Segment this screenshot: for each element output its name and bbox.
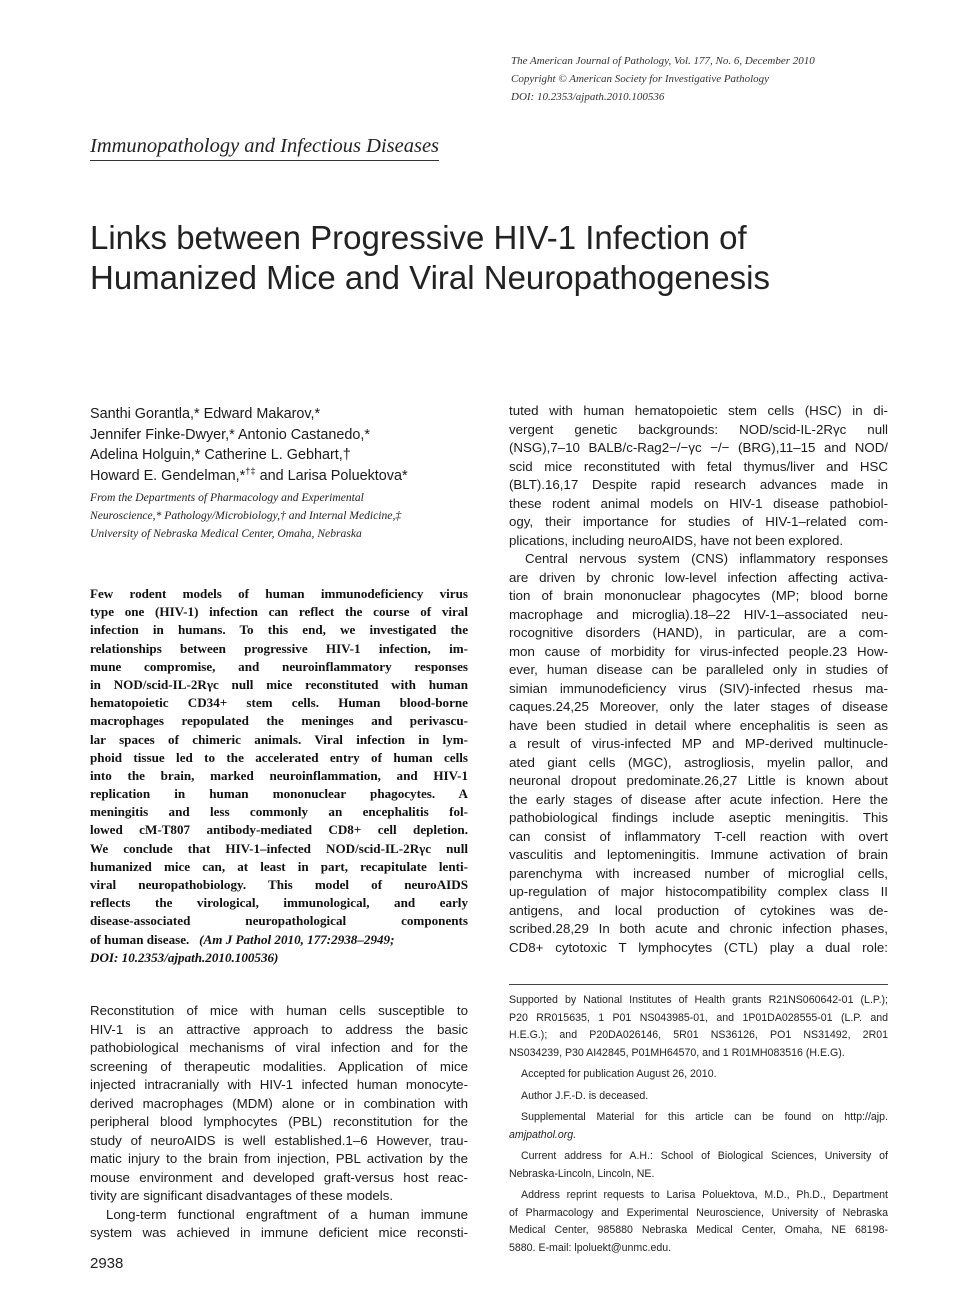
- body-line: plications, including neuroAIDS, have not been explored.: [509, 532, 844, 548]
- abstract-citation: (Am J Pathol 2010, 177:2938–2949;: [199, 931, 395, 947]
- body-line: mon cause of morbidity for virus-infected people.23 How-: [509, 643, 888, 659]
- footnote-support-line: P20 RR015635, 1 P01 NS043985-01, and 1P01DA028555-01 (L.P. and: [509, 1011, 888, 1024]
- footnote-supplemental-url[interactable]: amjpathol.org.: [509, 1128, 577, 1141]
- abstract-line: reflects the virological, immunological, and early: [90, 895, 468, 911]
- abstract-line: lowed cM-T807 antibody-mediated CD8+ cell depletion.: [90, 822, 468, 838]
- abstract-line: [90, 931, 468, 949]
- body-line: have been studied in detail where encephalitis is seen as: [509, 717, 888, 733]
- abstract-line: Few rodent models of human immunodeficiency virus: [90, 586, 468, 601]
- abstract-line: infection in humans. To this end, we investigated the: [90, 622, 468, 638]
- body-line: tuted with human hematopoietic stem cells (HSC) in di-: [509, 403, 888, 418]
- footnotes: [509, 992, 888, 1257]
- body-line: pathobiological mechanisms of viral infection and for the: [90, 1040, 468, 1055]
- body-line: parenchyma with increased number of microglial cells,: [509, 865, 888, 881]
- author-line: Adelina Holguin,* Catherine L. Gebhart,†: [90, 447, 351, 463]
- body-line: study of neuroAIDS is well established.1–6 However, trau-: [90, 1132, 468, 1148]
- footnote-reprint: Medical Center, 985880 Nebraska Medical Center, Omaha, NE 68198-: [509, 1224, 888, 1236]
- article-title-line: Humanized Mice and Viral Neuropathogenesis: [90, 259, 770, 296]
- body-line: these rodent animal models on HIV-1 disease pathobiol-: [509, 495, 888, 511]
- body-line: Reconstitution of mice with human cells susceptible to: [90, 1003, 468, 1018]
- abstract-line: in NOD/scid-IL-2Rγc null mice reconstituted with human: [90, 676, 468, 692]
- page-number: 2938: [90, 1255, 124, 1272]
- body-line: macrophage and microglia).18–22 HIV-1–associated neu-: [509, 606, 888, 622]
- abstract-line: lar spaces of chimeric animals. Viral infection in lym-: [90, 731, 468, 747]
- footnote-reprint: of Pharmacology and Experimental Neuroscience, University of Nebraska: [509, 1206, 888, 1219]
- author-name: Howard E. Gendelman,*: [90, 467, 246, 484]
- body-line: derived macrophages (MDM) alone or in combination with: [90, 1095, 468, 1111]
- affiliation-line: From the Departments of Pharmacology and Experimental: [90, 491, 364, 504]
- abstract-line: type one (HIV-1) infection can reflect the course of viral: [90, 604, 468, 620]
- author-line: Santhi Gorantla,* Edward Makarov,*: [90, 406, 321, 422]
- body-line: scribed.28,29 In both acute and chronic infection phases,: [509, 921, 888, 936]
- body-line: the early stages of disease after acute infection. Here the: [509, 791, 888, 807]
- body-line: Long-term functional engraftment of a human immune: [106, 1206, 468, 1222]
- body-line: pathobiological findings include aseptic meningitis. This: [509, 810, 888, 825]
- affiliation-line: University of Nebraska Medical Center, Omaha, Nebraska: [90, 527, 362, 540]
- footnote-support-line: NS034239, P30 AI42845, P01MH64570, and 1 R01MH083516 (H.E.G).: [509, 1046, 845, 1059]
- abstract-line: relationships between progressive HIV-1 infection, im-: [90, 640, 468, 656]
- footnote-reprint-email[interactable]: 5880. E-mail: lpoluekt@unmc.edu.: [509, 1241, 672, 1254]
- body-line: scid mice reconstituted with fetal thymus/liver and HSC: [509, 458, 888, 474]
- right-column-body: [509, 402, 888, 957]
- body-line: (NSG),7–10 BALB/c-Rag2−/−γc −/− (BRG),11–15 and NOD/: [509, 440, 888, 455]
- body-line: tivity are significant disadvantages of these models.: [90, 1188, 394, 1203]
- footnote-divider: [509, 984, 888, 985]
- left-column-body: [90, 1002, 468, 1243]
- body-line: screening of therapeutic modalities. Application of mice: [90, 1058, 468, 1074]
- body-line: are driven by chronic low-level infection affecting activa-: [509, 569, 888, 585]
- journal-doi: DOI: 10.2353/ajpath.2010.100536: [511, 91, 665, 103]
- footnote-support-line: H.E.G.); and P20DA026146, 5R01 NS36126, PO1 NS31492, 2R01: [509, 1029, 888, 1041]
- footnote-deceased: Author J.F.-D. is deceased.: [521, 1089, 649, 1102]
- body-line: can consist of inflammatory T-cell reaction with overt: [509, 828, 888, 844]
- body-line: ated giant cells (MGC), astrogliosis, myelin pallor, and: [509, 754, 888, 770]
- body-line: caques.24,25 Moreover, only the later stages of disease: [509, 699, 888, 714]
- author-name: and Larisa Poluektova*: [255, 467, 408, 484]
- body-line: CD8+ cytotoxic T lymphocytes (CTL) play a dual role:: [509, 939, 888, 955]
- article-title: [90, 218, 910, 298]
- body-line: tion of brain mononuclear phagocytes (MP; blood borne: [509, 588, 888, 603]
- abstract-line: We conclude that HIV-1–infected NOD/scid-IL-2Rγc null: [90, 840, 468, 856]
- body-line: ever, human disease can be paralleled only in studies of: [509, 662, 888, 677]
- body-line: injected intracranially with HIV-1 infected human monocyte-: [90, 1077, 468, 1092]
- section-heading: Immunopathology and Infectious Diseases: [90, 133, 439, 161]
- journal-citation: The American Journal of Pathology, Vol. 177, No. 6, December 2010: [511, 55, 815, 67]
- body-line: matic injury to the brain from injection, PBL activation by the: [90, 1151, 468, 1166]
- abstract-line: hematopoietic CD34+ stem cells. Human blood-borne: [90, 695, 468, 711]
- journal-copyright: Copyright © American Society for Investigative Pathology: [511, 73, 770, 85]
- footnote-current-address: Nebraska-Lincoln, Lincoln, NE.: [509, 1167, 655, 1180]
- body-line: vasculitis and leptomeningitis. Immune activation of brain: [509, 847, 888, 862]
- abstract-doi: DOI: 10.2353/ajpath.2010.100536): [90, 949, 279, 965]
- body-line: (BLT).16,17 Despite rapid research advances made in: [509, 477, 888, 492]
- body-line: rocognitive disorders (HAND), in particular, are a com-: [509, 625, 888, 640]
- author-list: [90, 404, 490, 486]
- body-line: simian immunodeficiency virus (SIV)-infected rhesus ma-: [509, 680, 888, 696]
- affiliation-line: Neuroscience,* Pathology/Microbiology,† and Internal Medicine,‡: [90, 509, 402, 522]
- body-line: HIV-1 is an attractive approach to address the basic: [90, 1021, 468, 1037]
- abstract-line: macrophages repopulated the meninges and perivascu-: [90, 713, 468, 729]
- body-line: antigens, and local production of cytokines was de-: [509, 902, 888, 918]
- footnote-supplemental: Supplemental Material for this article can be found on http://ajp.: [521, 1111, 888, 1123]
- body-line: a result of virus-infected MP and MP-derived multinucle-: [509, 736, 888, 751]
- abstract: [90, 585, 468, 967]
- footnote-reprint: Address reprint requests to Larisa Poluektova, M.D., Ph.D., Department: [521, 1189, 888, 1201]
- author-affiliation-mark: †‡: [245, 465, 256, 476]
- body-line: neuronal dropout predominate.26,27 Little is known about: [509, 773, 888, 788]
- author-line: Jennifer Finke-Dwyer,* Antonio Castanedo,*: [90, 426, 370, 443]
- journal-header: [511, 52, 911, 106]
- body-line: up-regulation of major histocompatibility complex class II: [509, 884, 888, 899]
- abstract-line: disease-associated neuropathological components: [90, 913, 468, 929]
- affiliations: [90, 489, 490, 543]
- body-line: peripheral blood lymphocytes (PBL) reconstitution for the: [90, 1114, 468, 1129]
- abstract-line: into the brain, marked neuroinflammation, and HIV-1: [90, 767, 468, 783]
- footnote-accepted: Accepted for publication August 26, 2010.: [521, 1068, 717, 1080]
- abstract-line: phoid tissue led to the accelerated entry of human cells: [90, 749, 468, 765]
- body-line: ogy, their importance for studies of HIV-1–related com-: [509, 514, 888, 529]
- footnote-current-address: Current address for A.H.: School of Biological Sciences, University of: [521, 1150, 888, 1162]
- abstract-text: of human disease.: [90, 931, 190, 947]
- body-line: system was achieved in immune deficient mice reconsti-: [90, 1225, 468, 1240]
- body-line: mouse environment and developed graft-versus host reac-: [90, 1169, 468, 1185]
- abstract-line: humanized mice can, at least in part, recapitulate lenti-: [90, 858, 468, 874]
- abstract-line: replication in human mononuclear phagocytes. A: [90, 786, 468, 802]
- article-title-line: Links between Progressive HIV-1 Infection of: [90, 219, 747, 256]
- author-line: [90, 466, 490, 487]
- abstract-line: meningitis and less commonly an encephalitis fol-: [90, 804, 468, 820]
- abstract-line: mune compromise, and neuroinflammatory responses: [90, 658, 468, 674]
- body-line: vergent genetic backgrounds: NOD/scid-IL-2Rγc null: [509, 421, 888, 437]
- abstract-line: viral neuropathobiology. This model of neuroAIDS: [90, 877, 468, 892]
- footnote-support-line: Supported by National Institutes of Health grants R21NS060642-01 (L.P.);: [509, 994, 888, 1006]
- body-line: Central nervous system (CNS) inflammatory responses: [525, 551, 888, 566]
